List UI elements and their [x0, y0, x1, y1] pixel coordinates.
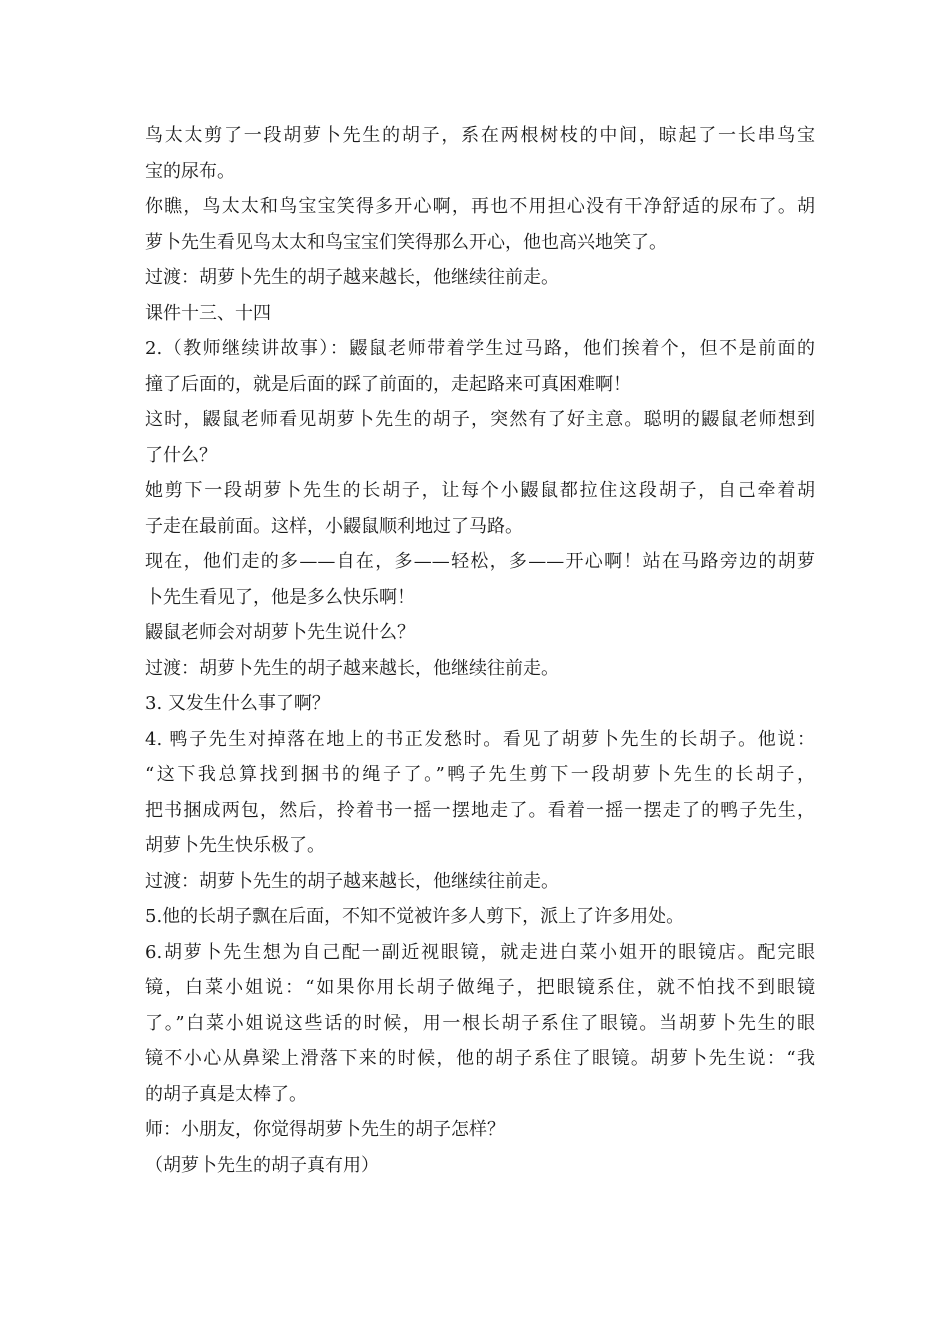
text-line: 现在，他们走的多——自在，多——轻松，多——开心啊！站在马路旁边的胡萝: [145, 551, 815, 572]
text-line: “这下我总算找到捆书的绳子了。”鸭子先生剪下一段胡萝卜先生的长胡子，: [145, 764, 815, 785]
text-line: 过渡：胡萝卜先生的胡子越来越长，他继续往前走。: [145, 657, 559, 679]
text-line: 3. 又发生什么事了啊？: [145, 693, 330, 714]
text-line: 过渡：胡萝卜先生的胡子越来越长，他继续往前走。: [145, 870, 559, 892]
text-line: 萝卜先生看见鸟太太和鸟宝宝们笑得那么开心，他也高兴地笑了。: [145, 231, 667, 253]
text-line: 了。”白菜小姐说这些话的时候，用一根长胡子系住了眼镜。当胡萝卜先生的眼: [145, 1012, 815, 1034]
text-line: 5.他的长胡子飘在后面，不知不觉被许多人剪下，派上了许多用处。: [145, 906, 685, 927]
text-line: 的胡子真是太棒了。: [145, 1083, 307, 1105]
text-line: 4. 鸭子先生对掉落在地上的书正发愁时。看见了胡萝卜先生的长胡子。他说：: [145, 728, 815, 750]
text-line: 课件十三、十四: [145, 302, 271, 324]
text-line: 她剪下一段胡萝卜先生的长胡子，让每个小鼹鼠都拉住这段胡子，自己牵着胡: [145, 480, 815, 501]
text-line: 卜先生看见了，他是多么快乐啊！: [145, 586, 415, 608]
text-line: 宝的尿布。: [145, 160, 235, 182]
text-line: 胡萝卜先生快乐极了。: [145, 835, 325, 856]
text-line: 鸟太太剪了一段胡萝卜先生的胡子，系在两根树枝的中间，晾起了一长串鸟宝: [145, 125, 815, 146]
text-line: 2.（教师继续讲故事）：鼹鼠老师带着学生过马路，他们挨着个，但不是前面的: [145, 338, 815, 359]
text-line: 子走在最前面。这样，小鼹鼠顺利地过了马路。: [145, 515, 523, 537]
text-line: 把书捆成两包，然后，拎着书一摇一摆地走了。看着一摇一摆走了的鸭子先生，: [145, 799, 815, 821]
text-line: 你瞧，鸟太太和鸟宝宝笑得多开心啊，再也不用担心没有干净舒适的尿布了。胡: [145, 196, 815, 217]
document-body: [145, 118, 815, 1183]
text-line: 师：小朋友，你觉得胡萝卜先生的胡子怎样？: [145, 1119, 505, 1140]
text-line: 了什么？: [145, 444, 217, 466]
text-line: 镜不小心从鼻梁上滑落下来的时候，他的胡子系住了眼镜。胡萝卜先生说：“我: [145, 1048, 815, 1069]
text-line: （胡萝卜先生的胡子真有用）: [145, 1154, 379, 1176]
text-line: 撞了后面的，就是后面的踩了前面的，走起路来可真困难啊！: [145, 373, 631, 395]
text-line: 鼹鼠老师会对胡萝卜先生说什么？: [145, 622, 415, 643]
text-line: 6.胡萝卜先生想为自己配一副近视眼镜，就走进白菜小姐开的眼镜店。配完眼: [145, 941, 815, 963]
text-line: 这时，鼹鼠老师看见胡萝卜先生的胡子，突然有了好主意。聪明的鼹鼠老师想到: [145, 409, 815, 430]
text-line: 过渡：胡萝卜先生的胡子越来越长，他继续往前走。: [145, 267, 559, 288]
text-line: 镜，白菜小姐说：“如果你用长胡子做绳子，把眼镜系住，就不怕找不到眼镜: [145, 977, 815, 998]
